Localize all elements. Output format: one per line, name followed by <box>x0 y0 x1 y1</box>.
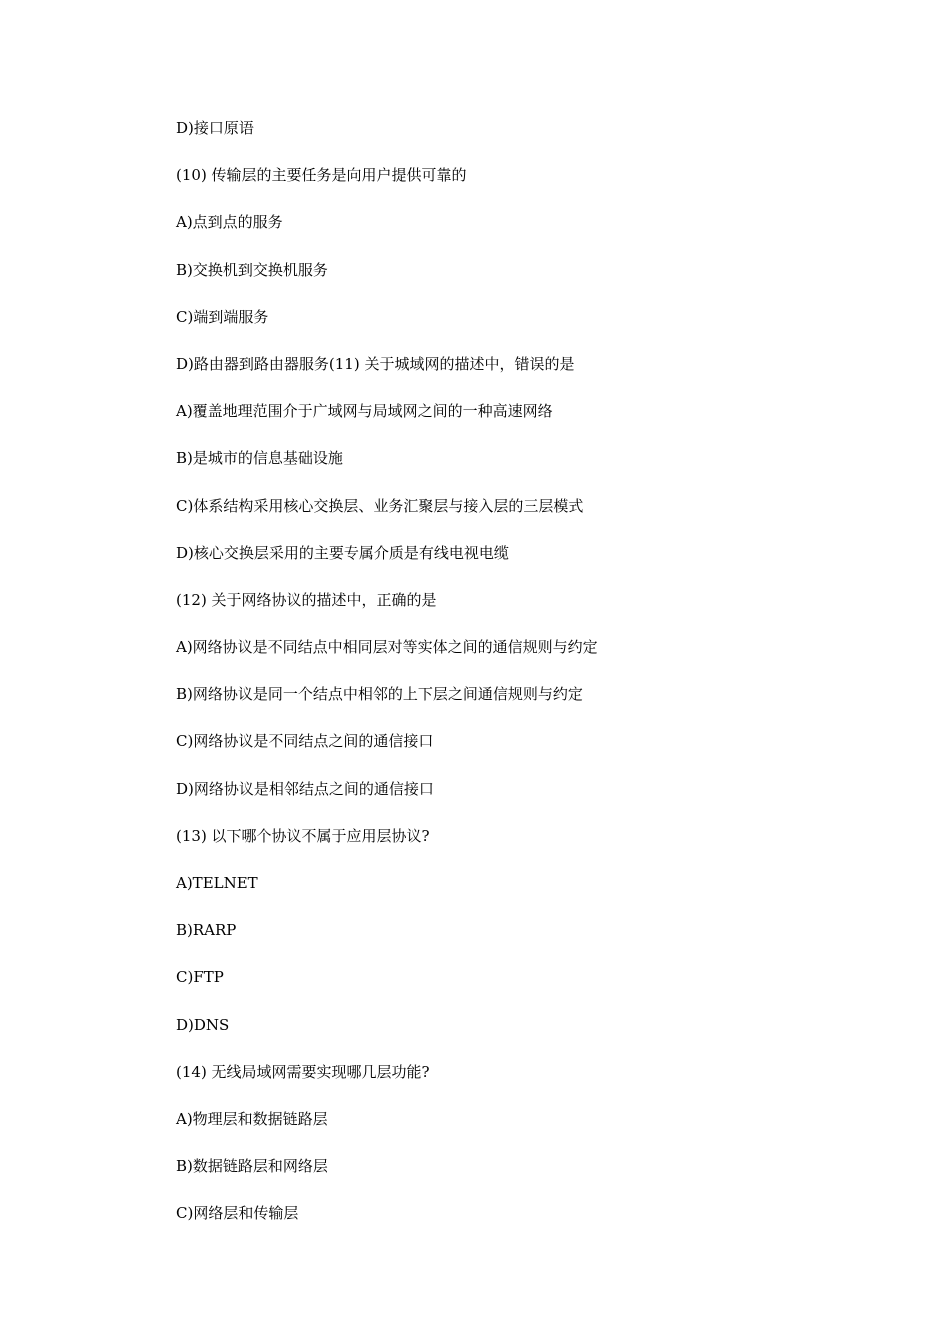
option-line: A)覆盖地理范围介于广域网与局域网之间的一种高速网络 <box>176 402 553 421</box>
option-line: D)接口原语 <box>176 119 254 137</box>
option-line: D)DNS <box>176 1015 230 1034</box>
option-line: B)网络协议是同一个结点中相邻的上下层之间通信规则与约定 <box>176 685 583 704</box>
question-list <box>176 118 896 1251</box>
option-line: A)点到点的服务 <box>176 213 283 232</box>
option-line: B)RARP <box>176 921 237 940</box>
option-line: A)网络协议是不同结点中相同层对等实体之间的通信规则与约定 <box>176 638 598 657</box>
option-line: C)端到端服务 <box>176 307 269 326</box>
option-line: D)核心交换层采用的主要专属介质是有线电视电缆 <box>176 543 509 562</box>
option-line: C)网络层和传输层 <box>176 1204 299 1223</box>
option-line: C)体系结构采用核心交换层、业务汇聚层与接入层的三层模式 <box>176 496 584 515</box>
option-line: A)TELNET <box>176 874 258 892</box>
option-line: D)路由器到路由器服务(11) 关于城域网的描述中，错误的是 <box>176 354 575 373</box>
option-line: B)交换机到交换机服务 <box>176 260 328 279</box>
question-line: (10) 传输层的主要任务是向用户提供可靠的 <box>176 166 467 185</box>
option-line: B)是城市的信息基础设施 <box>176 449 343 468</box>
question-line: (13) 以下哪个协议不属于应用层协议? <box>176 826 430 845</box>
option-line: C)网络协议是不同结点之间的通信接口 <box>176 732 434 751</box>
question-line: (12) 关于网络协议的描述中，正确的是 <box>176 590 437 609</box>
option-line: D)网络协议是相邻结点之间的通信接口 <box>176 779 434 798</box>
question-line: (14) 无线局域网需要实现哪几层功能? <box>176 1062 430 1081</box>
option-line: A)物理层和数据链路层 <box>176 1109 328 1128</box>
option-line: B)数据链路层和网络层 <box>176 1157 328 1176</box>
option-line: C)FTP <box>176 968 224 987</box>
